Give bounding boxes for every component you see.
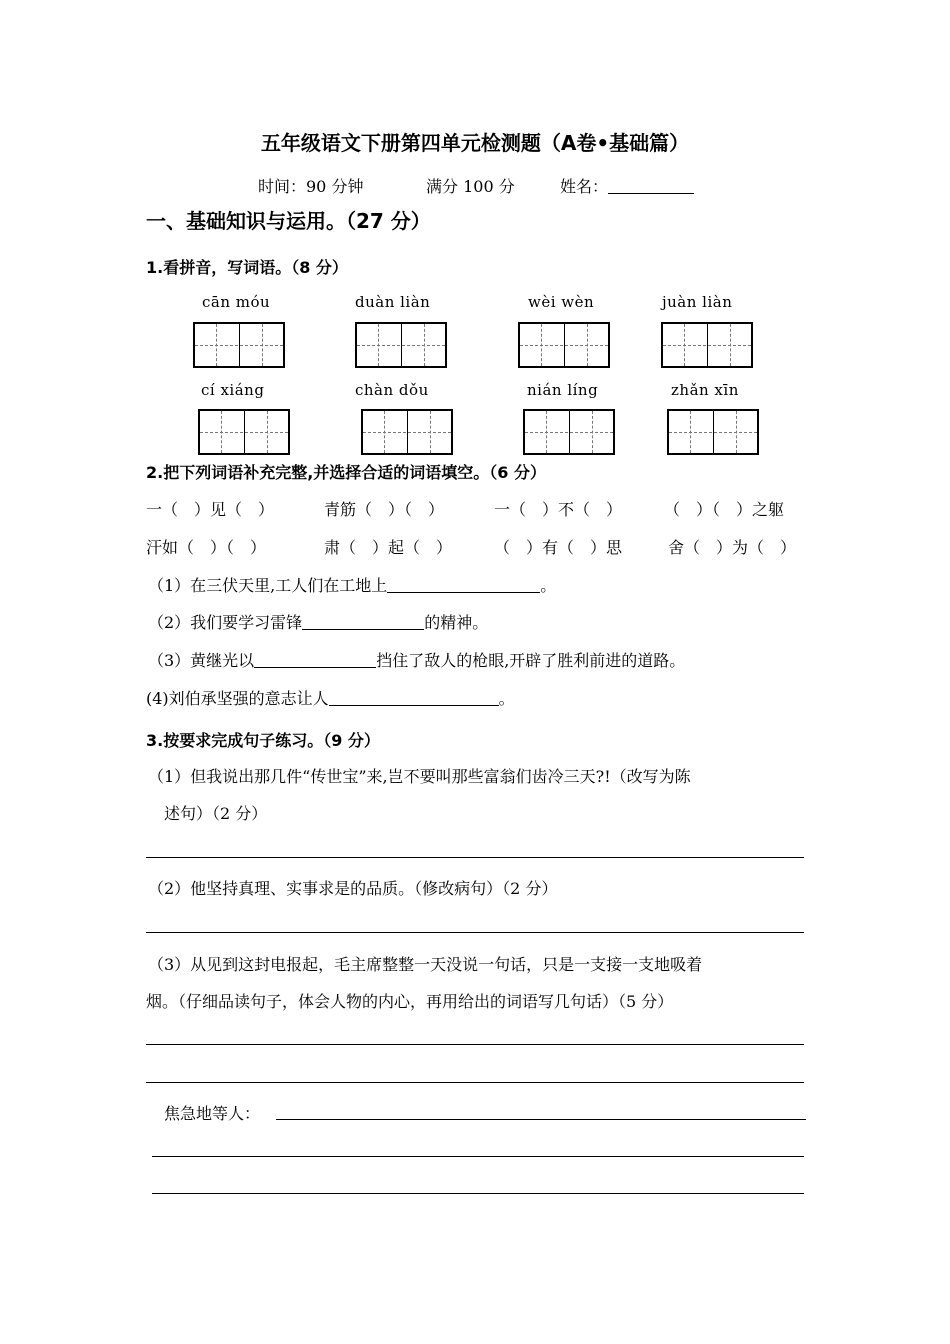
tianzige-box[interactable] (361, 409, 453, 455)
answer-line[interactable] (152, 1156, 804, 1157)
tianzige-box[interactable] (523, 409, 615, 455)
pinyin-2: duàn liàn (355, 293, 431, 311)
answer-blank[interactable] (387, 574, 540, 593)
tianzige-box[interactable] (667, 409, 759, 455)
answer-line[interactable] (146, 1044, 804, 1045)
fill-sentence-2: （2）我们要学习雷锋 的精神。 (148, 613, 489, 632)
q3-part2: （2）他坚持真理、实事求是的品质。（修改病句）（2 分） (148, 879, 558, 898)
tianzige-box[interactable] (198, 409, 290, 455)
idiom-blank[interactable]: 舍（ ）为（ ） (668, 538, 797, 557)
name-blank[interactable] (608, 175, 694, 194)
idiom-blank[interactable]: （ ）有（ ）思 (494, 538, 623, 557)
q2-heading: 2.把下列词语补充完整,并选择合适的词语填空。（6 分） (146, 463, 546, 482)
idiom-blank[interactable]: 汗如（ ）（ ） (146, 538, 267, 557)
q3-given-word: 焦急地等人： (164, 1104, 261, 1123)
pinyin-5: cí xiáng (201, 381, 265, 399)
section-heading: 一、基础知识与运用。（27 分） (146, 209, 431, 233)
idiom-blank[interactable]: 青筋（ ）（ ） (324, 500, 445, 519)
pinyin-7: nián líng (527, 381, 599, 399)
idiom-blank[interactable]: 一（ ）见（ ） (146, 500, 275, 519)
page-title: 五年级语文下册第四单元检测题（A卷•基础篇） (260, 131, 690, 155)
answer-blank[interactable] (302, 611, 424, 630)
pinyin-8: zhǎn xīn (671, 381, 739, 399)
pinyin-6: chàn dǒu (355, 381, 429, 399)
answer-line[interactable] (146, 857, 804, 858)
idiom-blank[interactable]: 肃（ ）起（ ） (324, 538, 453, 557)
q3-part3-line1: （3）从见到这封电报起，毛主席整整一天没说一句话，只是一支接一支地吸着 (148, 955, 703, 974)
idiom-blank[interactable]: 一（ ）不（ ） (494, 500, 623, 519)
time-label: 时间：90 分钟 (258, 177, 364, 196)
fill-sentence-3: （3）黄继光以 挡住了敌人的枪眼,开辟了胜利前进的道路。 (148, 651, 686, 670)
q3-part3-line2: 烟。（仔细品读句子，体会人物的内心，再用给出的词语写几句话）（5 分） (146, 992, 674, 1011)
q3-part1-line1: （1）但我说出那几件“传世宝”来,岂不要叫那些富翁们齿冷三天?!（改写为陈 (148, 767, 691, 786)
q3-part1-line2: 述句）（2 分） (164, 804, 268, 823)
name-label: 姓名： (560, 174, 694, 197)
pinyin-1: cān móu (202, 293, 271, 311)
pinyin-4: juàn liàn (662, 293, 733, 311)
pinyin-3: wèi wèn (528, 293, 595, 311)
q3-heading: 3.按要求完成句子练习。（9 分） (146, 731, 380, 750)
answer-blank[interactable] (254, 649, 376, 668)
q1-heading: 1.看拼音，写词语。（8 分） (146, 258, 348, 277)
tianzige-box[interactable] (518, 322, 610, 368)
answer-line[interactable] (146, 1082, 804, 1083)
idiom-blank[interactable]: （ ）（ ）之躯 (664, 500, 785, 519)
answer-line[interactable] (152, 1193, 804, 1194)
fill-sentence-1: （1）在三伏天里,工人们在工地上 。 (148, 576, 557, 595)
score-label: 满分 100 分 (426, 177, 515, 196)
fill-sentence-4: (4)刘伯承坚强的意志让人 。 (146, 689, 515, 708)
answer-blank[interactable] (329, 687, 499, 706)
tianzige-box[interactable] (355, 322, 447, 368)
tianzige-box[interactable] (193, 322, 285, 368)
answer-line[interactable] (146, 932, 804, 933)
tianzige-box[interactable] (661, 322, 753, 368)
answer-line[interactable] (276, 1119, 806, 1120)
